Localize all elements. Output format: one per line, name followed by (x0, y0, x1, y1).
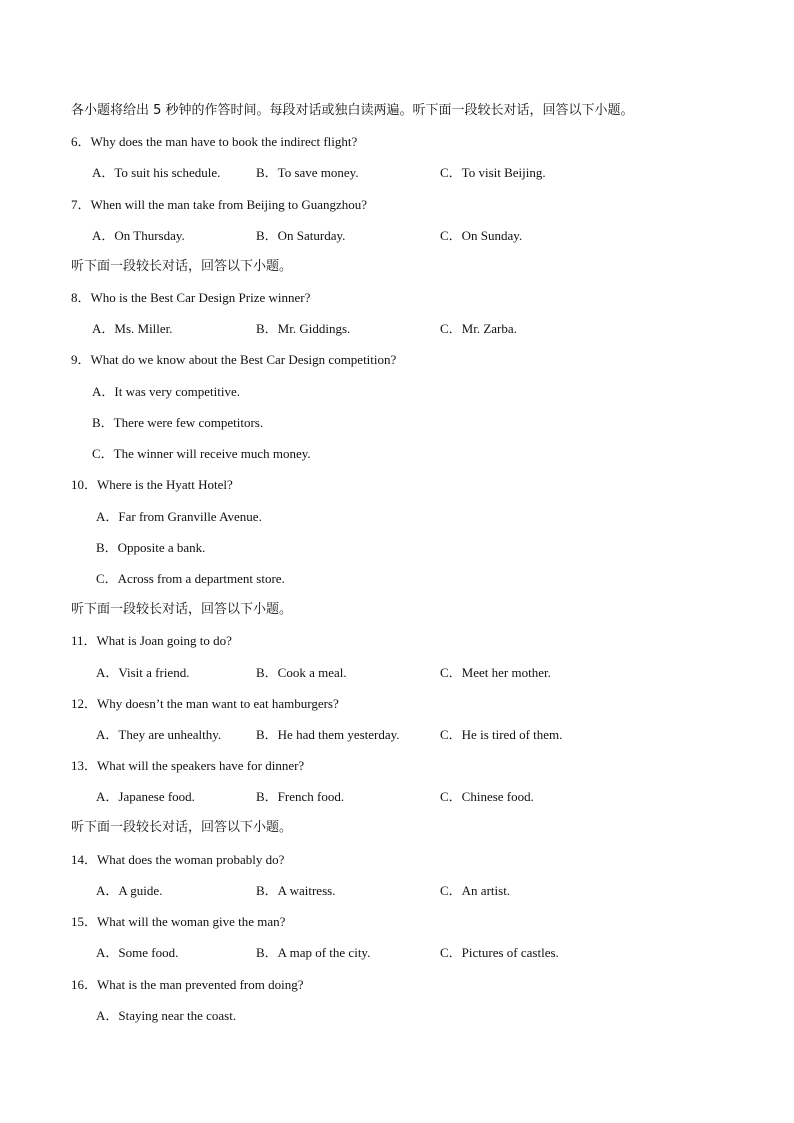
section-heading: 听下面一段较长对话，回答以下小题。 (71, 820, 293, 835)
option-a: A．Visit a friend. (96, 665, 190, 680)
option-c: C．Chinese food. (440, 789, 534, 804)
question-stem: 14．What does the woman probably do? (71, 852, 285, 867)
question-stem: 6．Why does the man have to book the indirect flight? (71, 134, 358, 149)
option-c: C．On Sunday. (440, 228, 523, 243)
option-b: B．To save money. (256, 165, 359, 180)
option-a: A．Japanese food. (96, 789, 195, 804)
option-a: A．They are unhealthy. (96, 727, 222, 742)
question-stem: 10．Where is the Hyatt Hotel? (71, 477, 233, 492)
option-c: C．An artist. (440, 883, 511, 898)
question-stem: 11．What is Joan going to do? (71, 633, 232, 648)
option-c: C．He is tired of them. (440, 727, 563, 742)
option-a: A．It was very competitive. (92, 384, 241, 399)
instructions: 各小题将给出 5 秒钟的作答时间。每段对话或独白读两遍。听下面一段较长对话，回答以下小题。 (71, 103, 634, 118)
option-b: B．On Saturday. (256, 228, 346, 243)
option-b: B．A waitress. (256, 883, 336, 898)
option-a: A．Some food. (96, 945, 179, 960)
option-c: C．Across from a department store. (96, 571, 285, 586)
option-c: C．Mr. Zarba. (440, 321, 517, 336)
option-a: A．Ms. Miller. (92, 321, 173, 336)
option-c: C．To visit Beijing. (440, 165, 546, 180)
option-a: A．Far from Granville Avenue. (96, 509, 262, 524)
question-stem: 16．What is the man prevented from doing? (71, 977, 304, 992)
option-b: B．Cook a meal. (256, 665, 347, 680)
option-b: B．He had them yesterday. (256, 727, 400, 742)
section-heading: 听下面一段较长对话，回答以下小题。 (71, 602, 293, 617)
question-stem: 7．When will the man take from Beijing to Guangzhou? (71, 197, 368, 212)
option-c: C．The winner will receive much money. (92, 446, 311, 461)
option-a: A．Staying near the coast. (96, 1008, 237, 1023)
question-stem: 15．What will the woman give the man? (71, 914, 286, 929)
question-stem: 13．What will the speakers have for dinner? (71, 758, 305, 773)
option-a: A．A guide. (96, 883, 163, 898)
question-stem: 12．Why doesn’t the man want to eat hamburgers? (71, 696, 339, 711)
option-c: C．Pictures of castles. (440, 945, 559, 960)
option-a: A．To suit his schedule. (92, 165, 221, 180)
option-b: B．There were few competitors. (92, 415, 264, 430)
option-b: B．A map of the city. (256, 945, 371, 960)
option-a: A．On Thursday. (92, 228, 185, 243)
question-stem: 8．Who is the Best Car Design Prize winner? (71, 290, 311, 305)
option-b: B．Mr. Giddings. (256, 321, 351, 336)
option-b: B．Opposite a bank. (96, 540, 206, 555)
option-b: B．French food. (256, 789, 345, 804)
question-stem: 9．What do we know about the Best Car Design competition? (71, 352, 397, 367)
section-heading: 听下面一段较长对话，回答以下小题。 (71, 259, 293, 274)
option-c: C．Meet her mother. (440, 665, 551, 680)
